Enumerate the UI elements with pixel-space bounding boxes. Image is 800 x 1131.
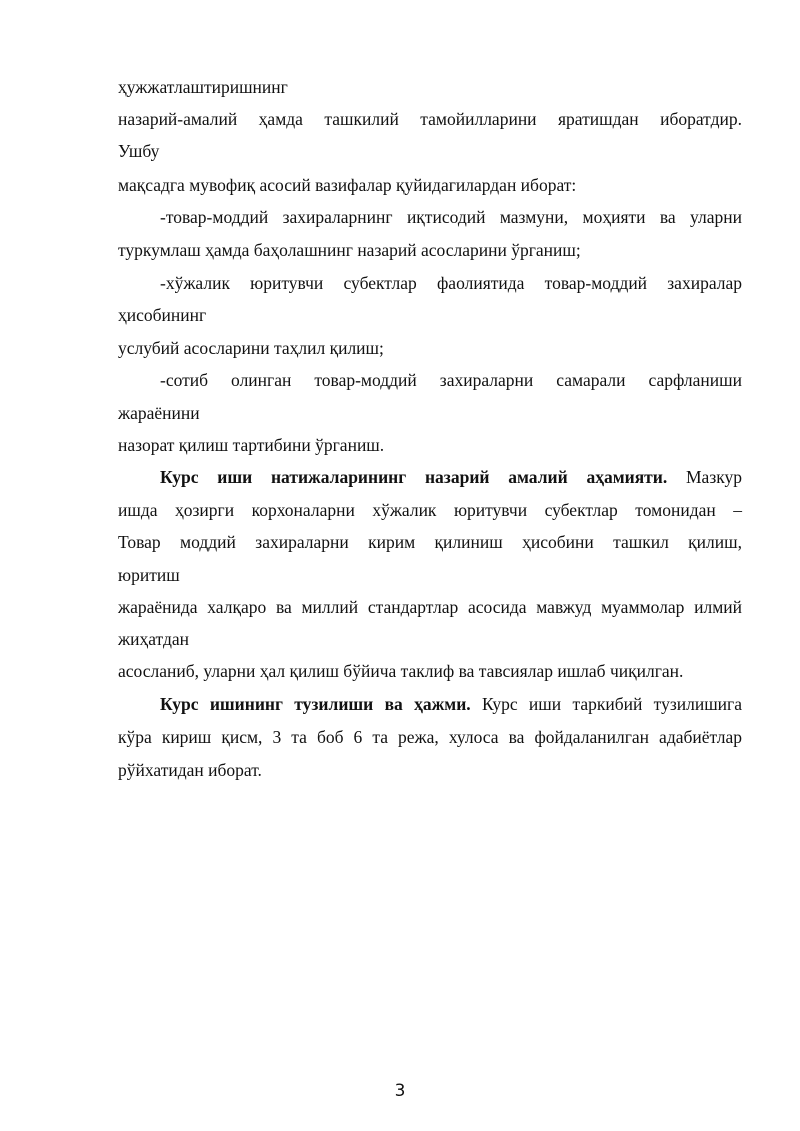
text-line: Товар моддий захираларни кирим қилиниш ҳисобини ташкил қилиш, (118, 532, 742, 552)
page-number: 3 (394, 1081, 406, 1101)
paragraph-first-line (160, 693, 742, 715)
text-line: ҳисобининг (118, 305, 207, 325)
list-item-line: -товар-моддий захираларнинг иқтисодий мазмуни, моҳияти ва уларни (160, 207, 742, 227)
paragraph-heading: Курс иши натижаларининг назарий амалий аҳамияти. (160, 467, 668, 487)
text-line: рўйхатидан иборат. (118, 760, 262, 780)
text-line: назорат қилиш тартибини ўрганиш. (118, 435, 385, 455)
text-line: ҳужжатлаштиришнинг (118, 77, 288, 97)
text-line: жиҳатдан (118, 629, 189, 649)
list-item-line: -хўжалик юритувчи субектлар фаолиятида товар-моддий захиралар (160, 273, 742, 293)
text-line: жараёнини (118, 403, 200, 423)
list-item-line: -сотиб олинган товар-моддий захираларни самарали сарфланиши (160, 370, 742, 390)
text-line: назарий-амалий ҳамда ташкилий тамойилларини яратишдан иборатдир. (118, 109, 742, 129)
paragraph-first-line (160, 466, 742, 488)
text-line: кўра кириш қисм, 3 та боб 6 та режа, хулоса ва фойдаланилган адабиётлар (118, 727, 742, 747)
paragraph-text: Мазкур (667, 467, 742, 487)
paragraph-text: Курс иши таркибий тузилишига (470, 694, 742, 714)
text-line: юритиш (118, 565, 180, 585)
text-line: ишда ҳозирги корхоналарни хўжалик юритувчи субектлар томонидан – (118, 500, 742, 520)
text-line: туркумлаш ҳамда баҳолашнинг назарий асосларини ўрганиш; (118, 240, 581, 260)
text-line: жараёнида халқаро ва миллий стандартлар асосида мавжуд муаммолар илмий (118, 597, 742, 617)
text-line: асосланиб, уларни ҳал қилиш бўйича таклиф ва тавсиялар ишлаб чиқилган. (118, 661, 684, 681)
paragraph-heading: Курс ишининг тузилиши ва ҳажми. (160, 694, 471, 714)
text-line: услубий асосларини таҳлил қилиш; (118, 338, 384, 358)
text-line: мақсадга мувофиқ асосий вазифалар қуйидагилардан иборат: (118, 175, 577, 195)
text-line: Ушбу (118, 141, 160, 161)
